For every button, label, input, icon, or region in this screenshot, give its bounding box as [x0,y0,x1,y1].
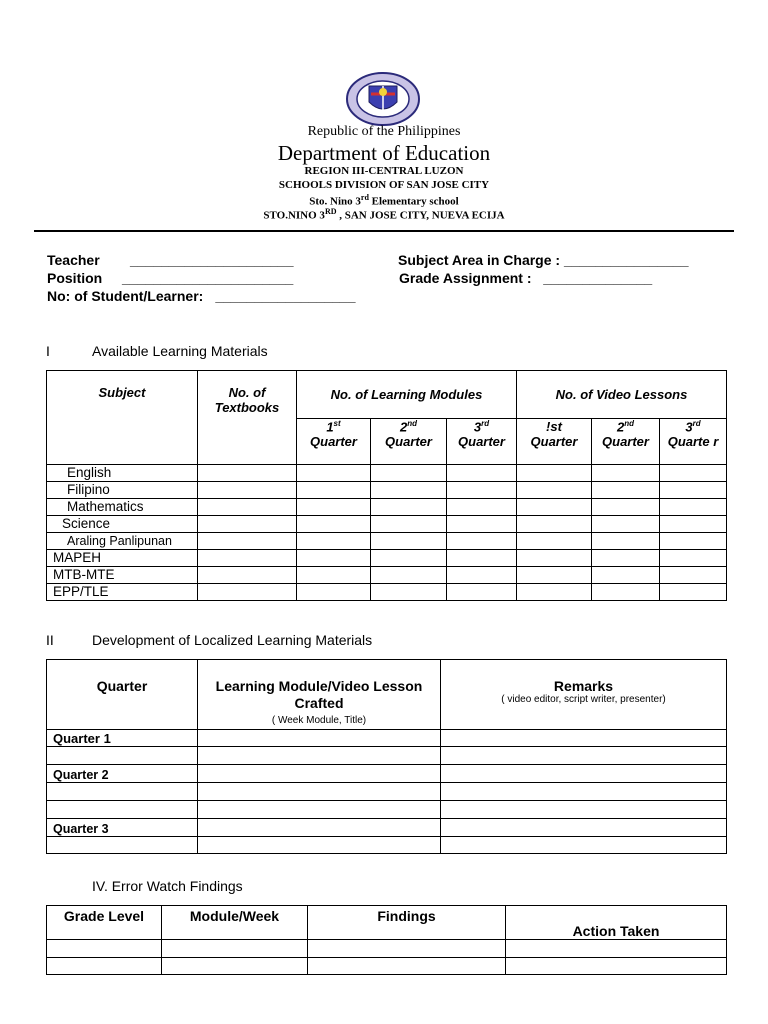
cell[interactable] [441,783,727,801]
cell[interactable] [592,584,660,601]
col-videos-header: No. of Video Lessons [517,371,727,419]
quarter-1-label: Quarter 1 [47,730,198,747]
cell[interactable] [198,783,441,801]
col-module-header: Learning Module/Video Lesson Crafted ( Week Module, Title) [198,660,441,730]
cell[interactable] [297,465,371,482]
table-row [47,747,727,765]
cell[interactable] [47,837,198,854]
cell[interactable] [371,550,447,567]
division-line: SCHOOLS DIVISION OF SAN JOSE CITY [278,179,490,191]
cell[interactable] [297,533,371,550]
students-blank[interactable]: __________________ [215,288,356,304]
table-row [47,837,727,854]
republic-line: Republic of the Philippines [307,124,461,139]
deped-seal-logo [345,72,421,126]
section2-number: II [46,632,54,648]
error-watch-table [46,905,727,975]
cell[interactable] [371,533,447,550]
cell[interactable] [198,550,297,567]
cell[interactable] [198,499,297,516]
col-remarks-header: Remarks ( video editor, script writer, presenter) [441,660,727,730]
cell[interactable] [447,533,517,550]
cell[interactable] [371,516,447,533]
cell[interactable] [517,584,592,601]
cell[interactable] [198,765,441,783]
cell[interactable] [660,499,727,516]
cell[interactable] [517,516,592,533]
cell[interactable] [660,550,727,567]
cell[interactable] [447,516,517,533]
department-title: Department of Education [277,141,491,165]
school-line: Sto. Nino 3rd Elementary school [309,193,459,208]
subject-science: Science [47,516,198,533]
col-grade-level-header: Grade Level [47,906,162,940]
cell[interactable] [592,499,660,516]
cell[interactable] [441,819,727,837]
subject-araling-panlipunan: Araling Panlipunan [47,533,198,550]
cell[interactable] [517,499,592,516]
cell[interactable] [447,584,517,601]
cell[interactable] [198,747,441,765]
cell[interactable] [660,482,727,499]
cell[interactable] [371,584,447,601]
table-row [47,465,727,482]
cell[interactable] [47,747,198,765]
cell[interactable] [517,567,592,584]
cell[interactable] [447,550,517,567]
cell[interactable] [162,940,308,958]
cell[interactable] [441,747,727,765]
cell[interactable] [447,482,517,499]
col-quarter-header: Quarter [47,660,198,730]
cell[interactable] [447,567,517,584]
table-row [47,550,727,567]
cell[interactable] [297,567,371,584]
cell[interactable] [592,533,660,550]
video-q1-header: !st Quarter [517,419,592,465]
cell[interactable] [660,465,727,482]
cell[interactable] [308,958,506,975]
subject-filipino: Filipino [47,482,198,499]
position-blank[interactable]: ______________________ [122,270,294,286]
col-findings-header: Findings [308,906,506,940]
subject-area-blank[interactable]: ________________ [563,252,689,268]
cell[interactable] [297,516,371,533]
cell[interactable] [592,550,660,567]
table-row [47,499,727,516]
cell[interactable] [371,465,447,482]
cell[interactable] [517,550,592,567]
cell[interactable] [371,482,447,499]
cell[interactable] [198,819,441,837]
cell[interactable] [297,482,371,499]
cell[interactable] [371,499,447,516]
table-row [47,584,727,601]
header-divider [34,230,734,232]
cell[interactable] [660,516,727,533]
subject-mathematics: Mathematics [47,499,198,516]
module-q1-header: 1st Quarter [297,419,371,465]
video-q2-header: 2nd Quarter [592,419,660,465]
grade-assignment-field: Grade Assignment : ______________ [399,270,653,286]
cell[interactable] [198,482,297,499]
localized-materials-table [46,659,727,854]
section2-title: Development of Localized Learning Materials [92,632,373,648]
teacher-field: Teacher _____________________ [47,252,294,268]
cell[interactable] [592,567,660,584]
cell[interactable] [517,482,592,499]
table-row [47,765,727,783]
section3-title: IV. Error Watch Findings [92,878,243,894]
table-row [47,819,727,837]
cell[interactable] [506,958,727,975]
cell[interactable] [297,550,371,567]
cell[interactable] [198,801,441,819]
section1-title: Available Learning Materials [92,343,268,359]
col-subject-header: Subject [47,371,198,465]
cell[interactable] [447,499,517,516]
position-field: Position ______________________ [47,270,294,286]
table-row [47,567,727,584]
cell[interactable] [441,837,727,854]
address-line: STO.NINO 3RD , SAN JOSE CITY, NUEVA ECIJA [263,207,505,222]
col-modules-header: No. of Learning Modules [297,371,517,419]
cell[interactable] [47,940,162,958]
table-row [47,482,727,499]
cell[interactable] [660,533,727,550]
quarter-3-label: Quarter 3 [47,819,198,837]
cell[interactable] [47,801,198,819]
section1-number: I [46,343,50,359]
cell[interactable] [198,584,297,601]
subject-area-field: Subject Area in Charge : ________________ [398,252,689,268]
cell[interactable] [592,482,660,499]
cell[interactable] [441,730,727,747]
cell[interactable] [592,516,660,533]
cell[interactable] [441,765,727,783]
region-line: REGION III-CENTRAL LUZON [304,165,464,177]
cell[interactable] [162,958,308,975]
cell[interactable] [371,567,447,584]
students-field: No: of Student/Learner: __________________ [47,288,356,304]
table-row [47,940,727,958]
teacher-blank[interactable]: _____________________ [130,252,294,268]
table-row [47,516,727,533]
cell[interactable] [517,533,592,550]
col-textbooks-header: No. of Textbooks [198,371,297,465]
cell[interactable] [47,958,162,975]
cell[interactable] [198,516,297,533]
module-q2-header: 2nd Quarter [371,419,447,465]
learning-materials-table [46,370,727,601]
cell[interactable] [198,730,441,747]
table-row [47,783,727,801]
cell[interactable] [441,801,727,819]
table-row [47,801,727,819]
subject-epp-tle: EPP/TLE [47,584,198,601]
cell[interactable] [660,567,727,584]
cell[interactable] [198,837,441,854]
subject-english: English [47,465,198,482]
cell[interactable] [308,940,506,958]
cell[interactable] [297,584,371,601]
table-row [47,533,727,550]
cell[interactable] [198,465,297,482]
cell[interactable] [198,533,297,550]
subject-mapeh: MAPEH [47,550,198,567]
table-row [47,730,727,747]
quarter-2-label: Quarter 2 [47,765,198,783]
cell[interactable] [297,499,371,516]
cell[interactable] [660,584,727,601]
cell[interactable] [506,940,727,958]
module-q3-header: 3rd Quarter [447,419,517,465]
cell[interactable] [447,465,517,482]
grade-assignment-blank[interactable]: ______________ [543,270,653,286]
col-action-taken-header: Action Taken [506,906,727,940]
cell[interactable] [47,783,198,801]
video-q3-header: 3rd Quarte r [660,419,727,465]
col-module-week-header: Module/Week [162,906,308,940]
subject-mtb-mte: MTB-MTE [47,567,198,584]
cell[interactable] [517,465,592,482]
table-row [47,958,727,975]
cell[interactable] [592,465,660,482]
cell[interactable] [198,567,297,584]
